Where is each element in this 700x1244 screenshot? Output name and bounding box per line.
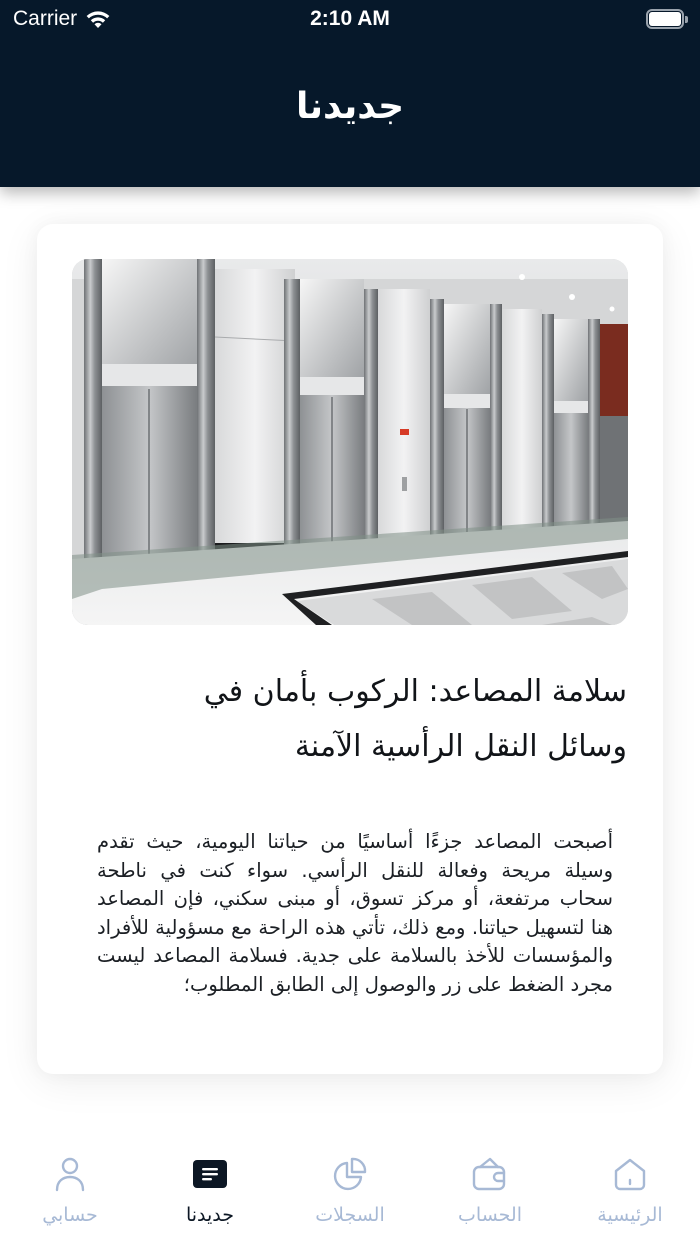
tab-label: الحساب bbox=[458, 1204, 522, 1226]
carrier-label: Carrier bbox=[13, 7, 78, 30]
pie-chart-icon bbox=[330, 1154, 370, 1194]
app-header bbox=[0, 0, 700, 187]
status-bar bbox=[0, 0, 700, 40]
user-icon bbox=[50, 1154, 90, 1194]
news-card[interactable] bbox=[37, 224, 663, 1074]
tab-news[interactable] bbox=[140, 1130, 280, 1244]
tab-records[interactable] bbox=[280, 1130, 420, 1244]
tab-account[interactable] bbox=[420, 1130, 560, 1244]
tab-label: حسابي bbox=[42, 1204, 98, 1226]
article-body: أصبحت المصاعد جزءًا أساسيًا من حياتنا اليومية، حيث تقدم وسيلة مريحة وفعالة للنقل الرأسي. سواء كنت في ناطحة سحاب مرتفعة، أو مركز تسوق، أو مبنى سكني، فإن المصاعد هنا لتسهيل حياتنا. ومع ذلك، تأتي هذه الراحة مع مسؤولية للأفراد والمؤسسات للأخذ بالسلامة على جدية. فسلامة المصاعد ليست مجرد الضغط على زر والوصول إلى الطابق المطلوب؛ bbox=[97, 830, 613, 996]
tab-label: السجلات bbox=[315, 1204, 385, 1226]
news-icon bbox=[190, 1154, 230, 1194]
tab-home[interactable] bbox=[560, 1130, 700, 1244]
home-icon bbox=[610, 1154, 650, 1194]
tab-label: الرئيسية bbox=[597, 1204, 663, 1226]
bottom-tab-bar bbox=[0, 1130, 700, 1244]
elevator-lobby-image bbox=[72, 259, 628, 625]
battery-full-icon bbox=[646, 9, 688, 29]
article-title: سلامة المصاعد: الركوب بأمان في وسائل النقل الرأسية الآمنة bbox=[203, 674, 627, 764]
article-image bbox=[72, 259, 628, 625]
wallet-icon bbox=[470, 1154, 510, 1194]
page-title: جديدنا bbox=[295, 86, 405, 127]
clock: 2:10 AM bbox=[310, 7, 390, 30]
tab-my-account[interactable] bbox=[0, 1130, 140, 1244]
tab-label: جديدنا bbox=[185, 1204, 235, 1226]
